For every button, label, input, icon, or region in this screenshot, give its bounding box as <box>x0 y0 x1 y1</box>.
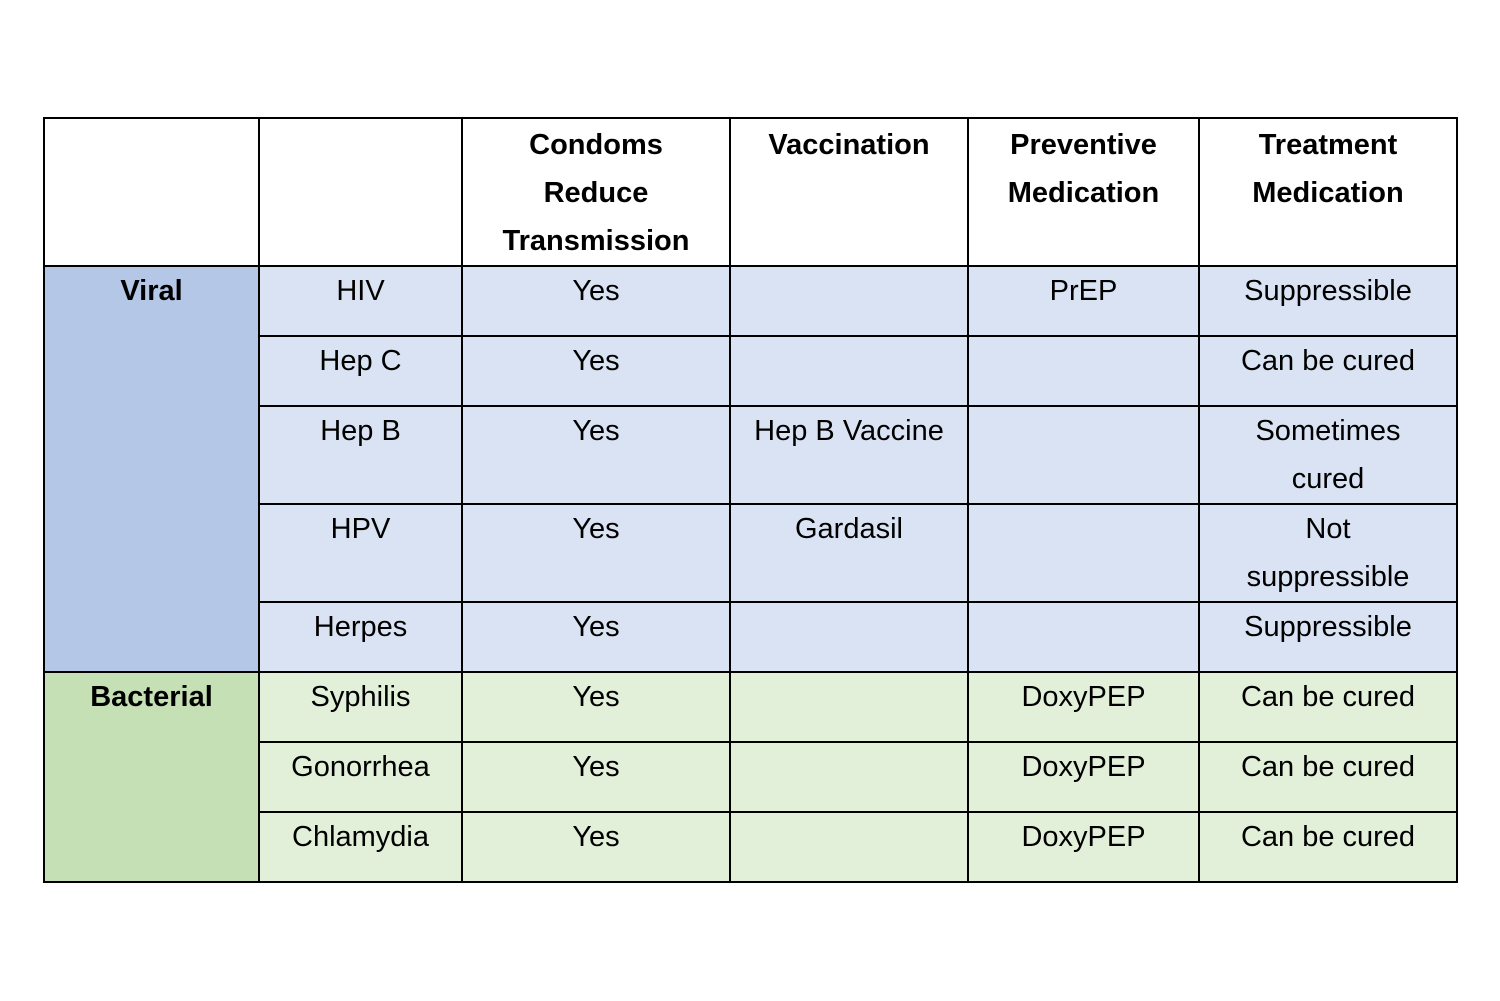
header-cell-treatment <box>1199 118 1457 266</box>
treatment-cell: Can be cured <box>1199 672 1457 742</box>
header-line: Condoms <box>529 129 663 161</box>
treatment-cell: Can be cured <box>1199 742 1457 812</box>
vaccination-cell <box>730 266 968 336</box>
treatment-cell: Not suppressible <box>1199 504 1457 602</box>
vaccination-cell: Hep B Vaccine <box>730 406 968 504</box>
header-row <box>44 118 1457 266</box>
sti-prevention-table <box>43 117 1458 883</box>
infection-cell: Syphilis <box>259 672 462 742</box>
vaccination-cell: Gardasil <box>730 504 968 602</box>
condoms-cell: Yes <box>462 336 730 406</box>
condoms-cell: Yes <box>462 406 730 504</box>
preventive-cell: PrEP <box>968 266 1199 336</box>
table-row <box>44 672 1457 742</box>
header-line: Reduce <box>543 177 649 209</box>
infection-cell: HIV <box>259 266 462 336</box>
header-cell-condoms <box>462 118 730 266</box>
condoms-cell: Yes <box>462 812 730 882</box>
table-row <box>44 266 1457 336</box>
infection-cell: HPV <box>259 504 462 602</box>
condoms-cell: Yes <box>462 602 730 672</box>
preventive-cell <box>968 406 1199 504</box>
header-line: Transmission <box>502 225 690 257</box>
treatment-cell: Can be cured <box>1199 336 1457 406</box>
condoms-cell: Yes <box>462 742 730 812</box>
treatment-cell: Suppressible <box>1199 266 1457 336</box>
preventive-cell <box>968 602 1199 672</box>
header-cell-group <box>44 118 259 266</box>
header-line: Medication <box>1007 177 1160 209</box>
header-cell-infection <box>259 118 462 266</box>
group-cell-viral: Viral <box>44 266 259 672</box>
preventive-cell <box>968 336 1199 406</box>
preventive-cell: DoxyPEP <box>968 812 1199 882</box>
header-cell-preventive <box>968 118 1199 266</box>
group-cell-bacterial: Bacterial <box>44 672 259 882</box>
header-line: Preventive <box>1010 129 1157 161</box>
preventive-cell: DoxyPEP <box>968 672 1199 742</box>
header-line: Vaccination <box>768 129 930 161</box>
infection-cell: Gonorrhea <box>259 742 462 812</box>
condoms-cell: Yes <box>462 504 730 602</box>
infection-cell: Hep C <box>259 336 462 406</box>
header-line: Treatment <box>1258 129 1398 161</box>
header-line: Medication <box>1252 177 1404 209</box>
condoms-cell: Yes <box>462 672 730 742</box>
treatment-cell: Sometimes cured <box>1199 406 1457 504</box>
vaccination-cell <box>730 602 968 672</box>
vaccination-cell <box>730 742 968 812</box>
treatment-cell: Can be cured <box>1199 812 1457 882</box>
vaccination-cell <box>730 336 968 406</box>
condoms-cell: Yes <box>462 266 730 336</box>
vaccination-cell <box>730 672 968 742</box>
infection-cell: Chlamydia <box>259 812 462 882</box>
treatment-cell: Suppressible <box>1199 602 1457 672</box>
header-cell-vaccination <box>730 118 968 266</box>
preventive-cell <box>968 504 1199 602</box>
infection-cell: Hep B <box>259 406 462 504</box>
preventive-cell: DoxyPEP <box>968 742 1199 812</box>
vaccination-cell <box>730 812 968 882</box>
infection-cell: Herpes <box>259 602 462 672</box>
